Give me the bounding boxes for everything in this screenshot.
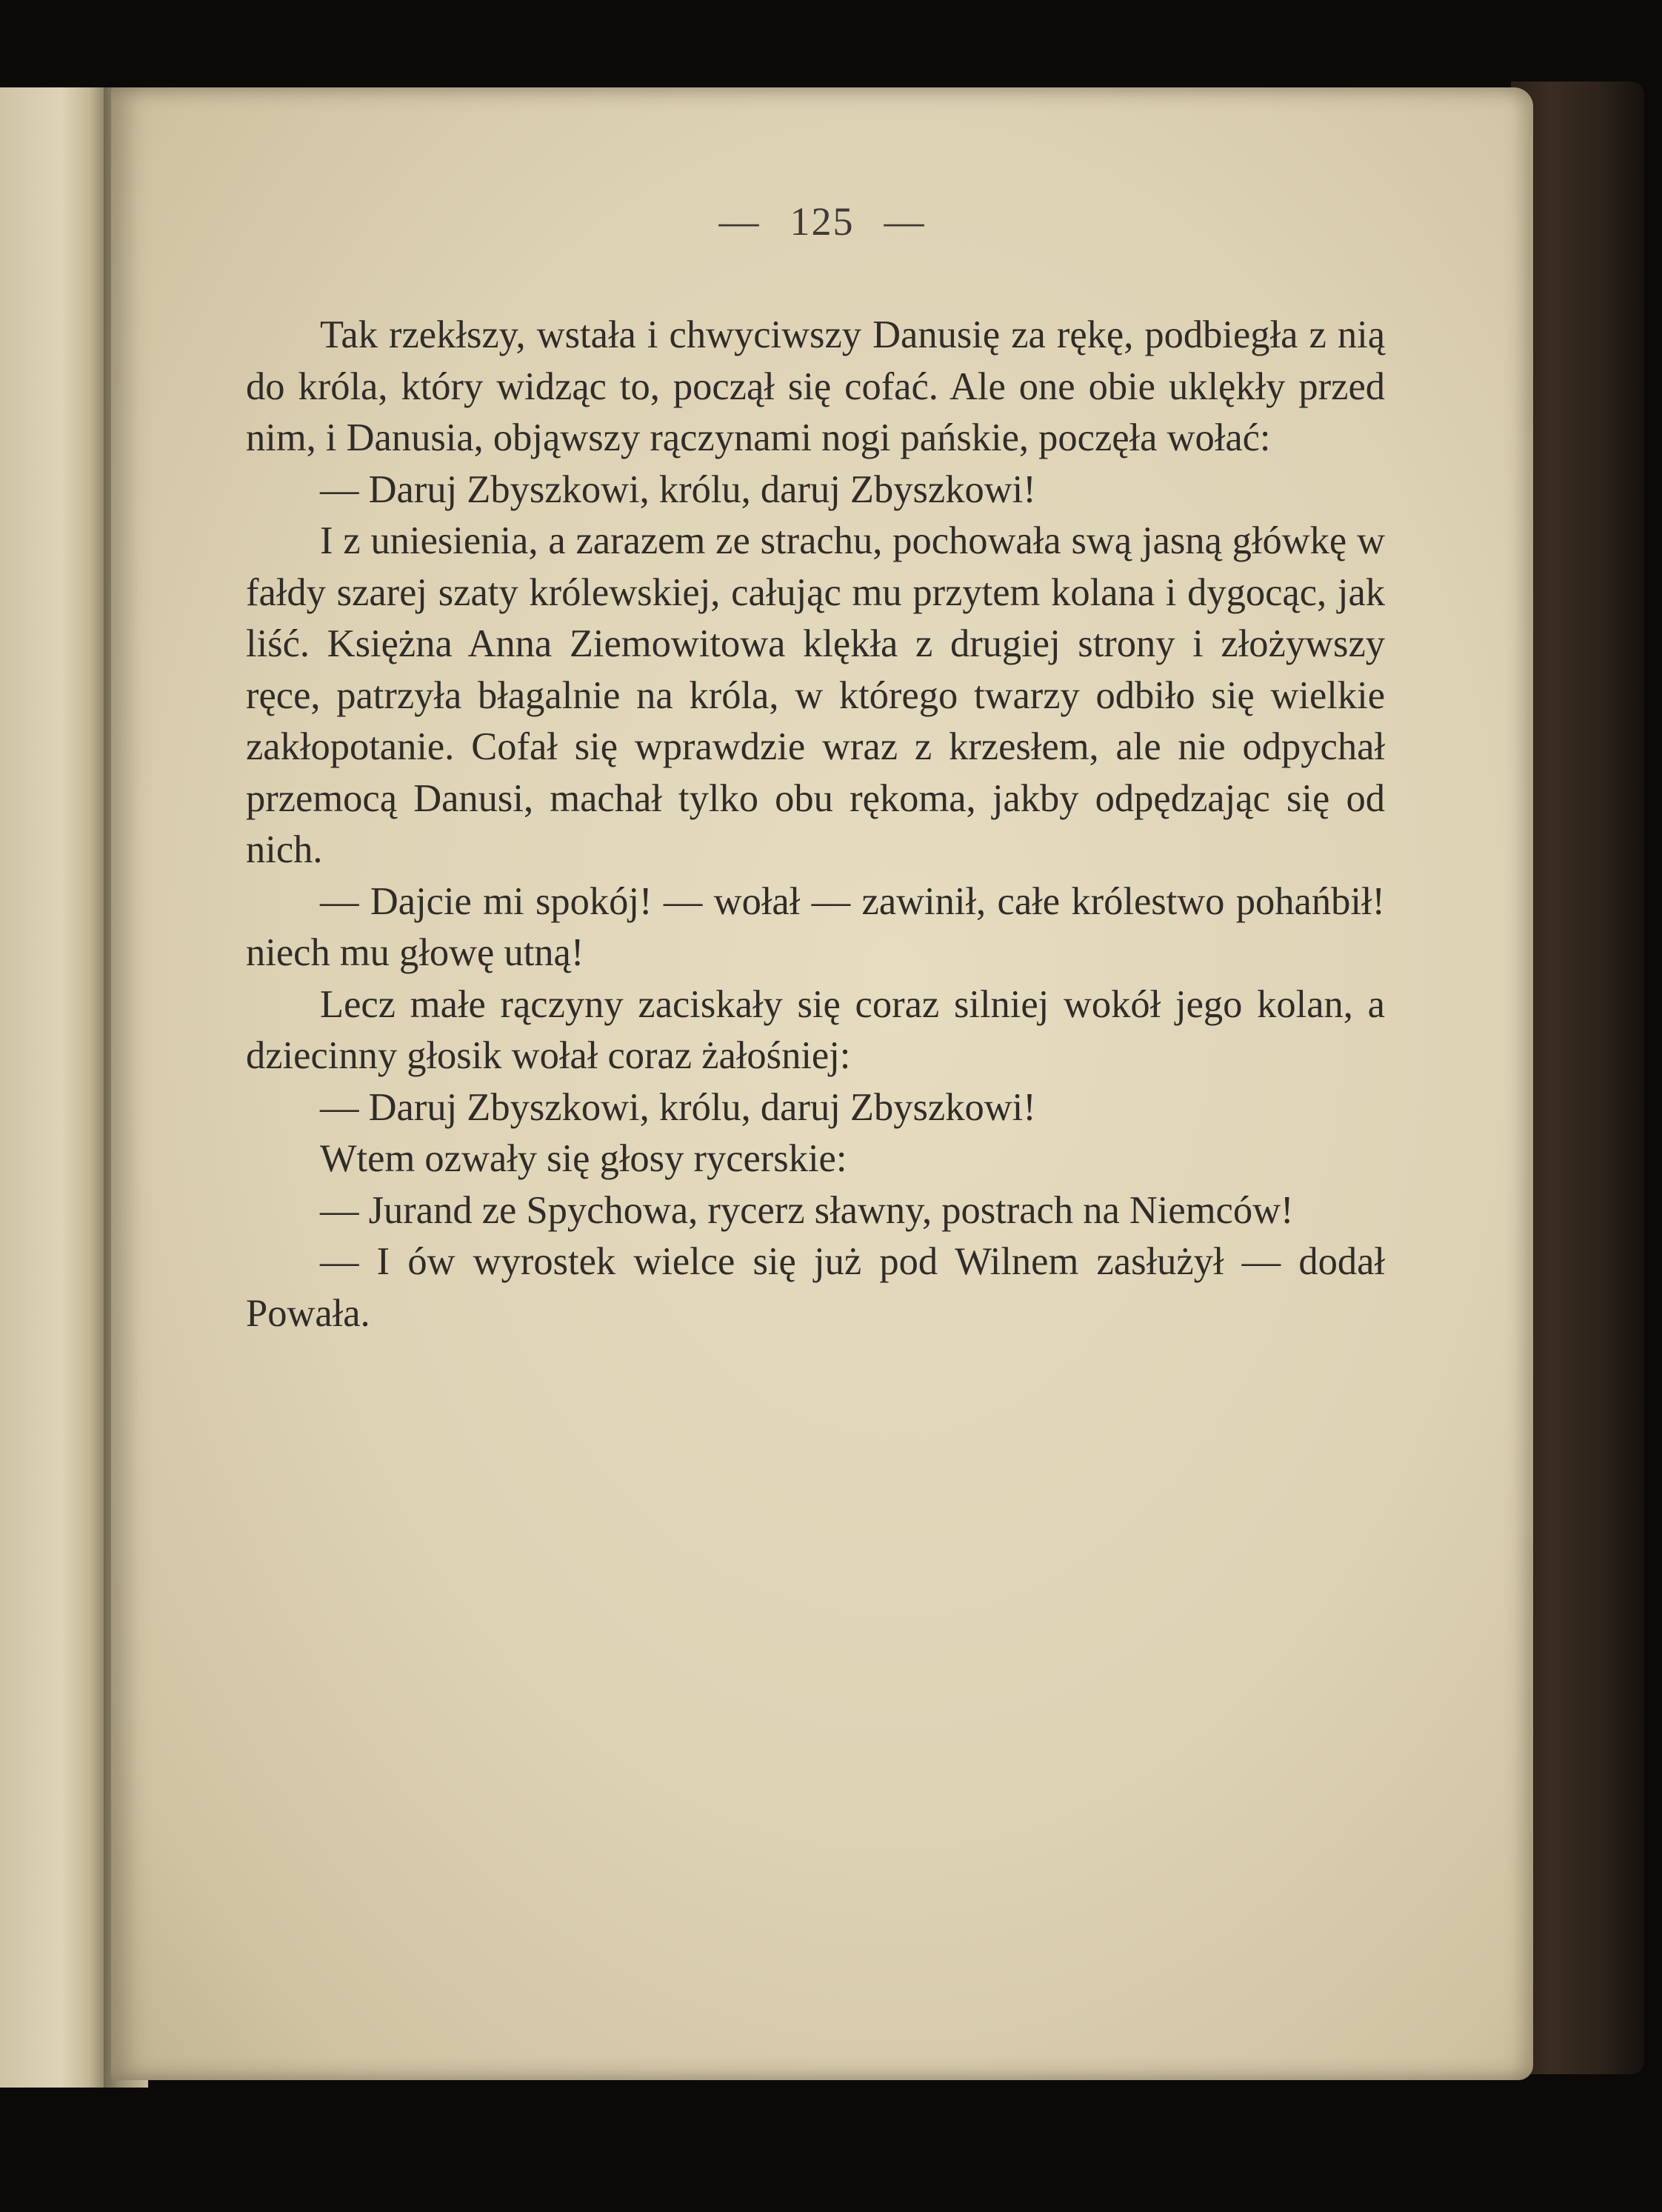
- paragraph: — Daruj Zbyszkowi, królu, daruj Zbyszkowi!: [320, 467, 1036, 511]
- paragraph: — Dajcie mi spokój! — wołał — zawinił, całe królestwo pohańbił! niech mu głowę utną!: [246, 879, 1385, 974]
- header-dash-right: —: [884, 199, 926, 244]
- paragraph: — Daruj Zbyszkowi, królu, daruj Zbyszkowi!: [320, 1085, 1036, 1129]
- paragraph: Tak rzekłszy, wstała i chwyciwszy Danusię za rękę, podbiegła z nią do króla, który widząc to, począł się cofać. Ale one obie uklękły przed nim, i Danusia, objąwszy rączynami nogi pańskie, poczęła wołać:: [246, 313, 1385, 459]
- header-dash-left: —: [718, 199, 761, 244]
- paragraph: — I ów wyrostek wielce się już pod Wilnem zasłużył — dodał Powała.: [246, 1240, 1385, 1335]
- book-page: [111, 87, 1533, 2080]
- left-page-edge: [0, 87, 111, 2088]
- body-text: [246, 310, 1385, 1339]
- paragraph: Wtem ozwały się głosy rycerskie:: [320, 1137, 847, 1180]
- page-number: 125: [790, 199, 855, 244]
- page-header: [111, 199, 1533, 244]
- paragraph: — Jurand ze Spychowa, rycerz sławny, postrach na Niemców!: [320, 1188, 1294, 1232]
- paragraph: Lecz małe rączyny zaciskały się coraz silniej wokół jego kolan, a dziecinny głosik wołał coraz żałośniej:: [246, 982, 1385, 1077]
- paragraph: I z uniesienia, a zarazem ze strachu, pochowała swą jasną główkę w fałdy szarej szaty królewskiej, całując mu przytem kolana i dygocąc, jak liść. Księżna Anna Ziemowitowa klękła z drugiej strony i złożywszy ręce, patrzyła błagalnie na króla, w którego twarzy odbiło się wielkie zakłopotanie. Cofał się wprawdzie wraz z krzesłem, ale nie odpychał przemocą Danusi, machał tylko obu rękoma, jakby odpędzając się od nich.: [246, 519, 1385, 871]
